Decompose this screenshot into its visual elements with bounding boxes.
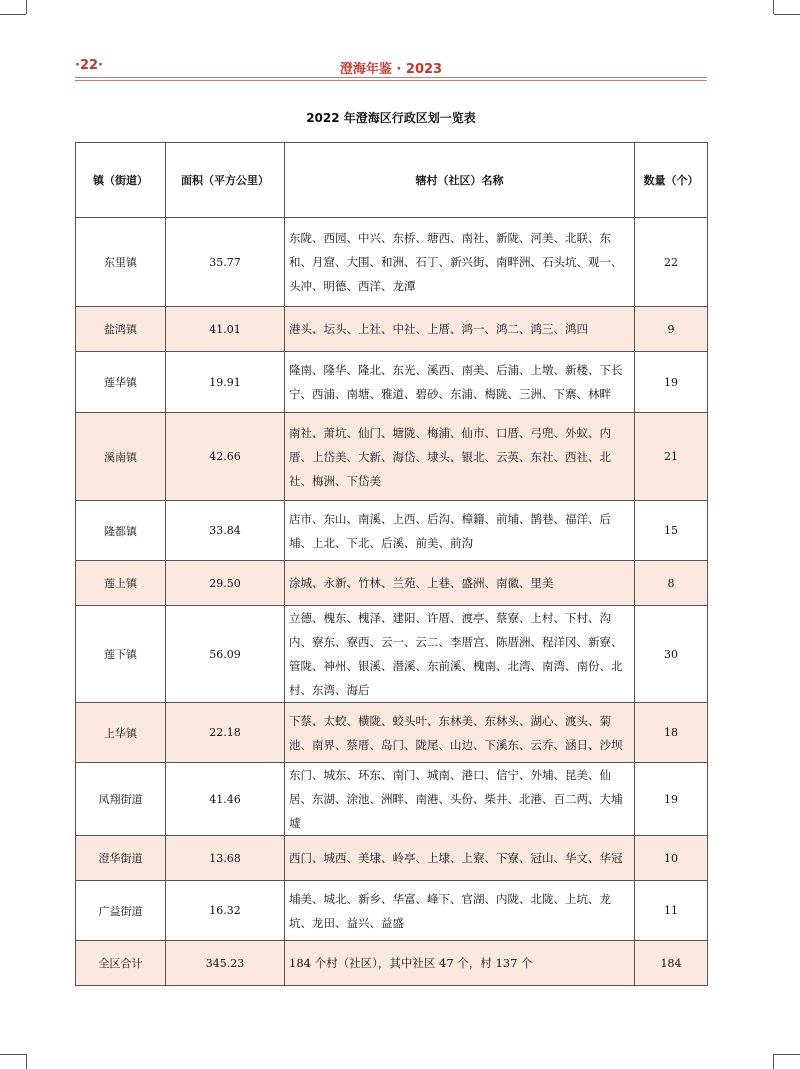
town-name: 莲下镇 xyxy=(76,606,166,703)
town-name: 东里镇 xyxy=(76,218,166,307)
area-value: 35.77 xyxy=(166,218,285,307)
column-header: 面积（平方公里） xyxy=(166,143,285,218)
running-title: 澄海年鉴 · 2023 xyxy=(339,62,443,77)
town-name: 盐鸿镇 xyxy=(76,307,166,352)
village-list: 立德、槐东、槐泽、建阳、许厝、渡亭、蔡寮、上村、下村、沟内、寮东、寮西、云一、云二、李厝宫、陈厝洲、程洋冈、新寮、管陇、神州、银溪、潜溪、东前溪、槐南、北湾、南湾、南份、北村、东湾、海后 xyxy=(285,606,635,703)
count-value: 10 xyxy=(635,836,708,881)
crop-mark xyxy=(774,1054,800,1055)
table-row xyxy=(76,352,708,413)
area-value: 22.18 xyxy=(166,703,285,763)
village-list: 东陇、西园、中兴、东桥、塘西、南社、新陇、河美、北联、东和、月窟、大围、和洲、石丁、新兴街、南畔洲、石头坑、观一、头冲、明德、西洋、龙潭 xyxy=(285,218,635,307)
page-header xyxy=(75,56,707,78)
area-value: 42.66 xyxy=(166,413,285,501)
count-value: 15 xyxy=(635,501,708,561)
table-row xyxy=(76,561,708,606)
village-list: 埔美、城北、新乡、华富、峰下、官湖、内陇、北陇、上坑、龙坑、龙田、益兴、益盛 xyxy=(285,881,635,941)
district-table xyxy=(75,142,708,986)
area-value: 19.91 xyxy=(166,352,285,413)
total-summary: 184 个村（社区），其中社区 47 个，村 137 个 xyxy=(285,941,635,986)
count-value: 30 xyxy=(635,606,708,703)
crop-mark xyxy=(26,0,27,14)
header-rule xyxy=(75,80,707,81)
column-header: 辖村（社区）名称 xyxy=(285,143,635,218)
crop-mark xyxy=(0,14,26,15)
village-list: 涂城、永新、竹林、兰苑、上巷、盛洲、南徽、里美 xyxy=(285,561,635,606)
column-header: 数量（个） xyxy=(635,143,708,218)
table-header-row xyxy=(76,143,708,218)
town-name: 溪南镇 xyxy=(76,413,166,501)
village-list: 港头、坛头、上社、中社、上厝、鸿一、鸿二、鸿三、鸿四 xyxy=(285,307,635,352)
total-area: 345.23 xyxy=(166,941,285,986)
table-row xyxy=(76,881,708,941)
crop-mark xyxy=(773,1054,774,1069)
area-value: 56.09 xyxy=(166,606,285,703)
count-value: 19 xyxy=(635,352,708,413)
area-value: 16.32 xyxy=(166,881,285,941)
table-row xyxy=(76,941,708,986)
total-count: 184 xyxy=(635,941,708,986)
town-name: 莲华镇 xyxy=(76,352,166,413)
column-header: 镇（街道） xyxy=(76,143,166,218)
village-list: 隆南、隆华、隆北、东光、溪西、南美、后浦、上墩、新楼、下长宁、西浦、南塘、雅道、碧砂、东浦、梅陇、三洲、下寨、林畔 xyxy=(285,352,635,413)
village-list: 东门、城东、环东、南门、城南、港口、信宁、外埔、昆美、仙居、东湖、涂池、洲畔、南港、头份、柴井、北港、百二两、大埔墟 xyxy=(285,763,635,836)
crop-mark xyxy=(774,14,800,15)
village-list: 南社、萧坑、仙门、塘陇、梅浦、仙市、口厝、弓兜、外蚁、内厝、上岱美、大新、海岱、埭头、银北、云英、东社、西社、北社、梅洲、下岱美 xyxy=(285,413,635,501)
table-row xyxy=(76,703,708,763)
table-row xyxy=(76,218,708,307)
village-list: 下蔡、太蛟、横陇、蛟头叶、东林美、东林头、湖心、渡头、菊池、南界、蔡厝、岛门、陇尾、山边、下溪东、云乔、涵日、沙坝 xyxy=(285,703,635,763)
table-row xyxy=(76,413,708,501)
area-value: 13.68 xyxy=(166,836,285,881)
count-value: 18 xyxy=(635,703,708,763)
table-row xyxy=(76,763,708,836)
town-name: 隆都镇 xyxy=(76,501,166,561)
table-title: 2022 年澄海区行政区划一览表 xyxy=(306,111,476,125)
town-name: 广益街道 xyxy=(76,881,166,941)
village-list: 店市、东山、南溪、上西、后沟、樟籍、前埔、鹊巷、福洋、后埔、上北、下北、后溪、前美、前沟 xyxy=(285,501,635,561)
table-row xyxy=(76,307,708,352)
header-rule xyxy=(75,77,707,78)
area-value: 41.46 xyxy=(166,763,285,836)
table-row xyxy=(76,836,708,881)
town-name: 上华镇 xyxy=(76,703,166,763)
village-list: 西门、城西、美埭、岭亭、上埭、上寮、下寮、冠山、华文、华冠 xyxy=(285,836,635,881)
page-number: ·22· xyxy=(75,58,103,73)
town-name: 凤翔街道 xyxy=(76,763,166,836)
count-value: 9 xyxy=(635,307,708,352)
area-value: 33.84 xyxy=(166,501,285,561)
town-name: 莲上镇 xyxy=(76,561,166,606)
count-value: 8 xyxy=(635,561,708,606)
table-row xyxy=(76,606,708,703)
count-value: 11 xyxy=(635,881,708,941)
area-value: 29.50 xyxy=(166,561,285,606)
total-label: 全区合计 xyxy=(76,941,166,986)
crop-mark xyxy=(0,1054,26,1055)
table-row xyxy=(76,501,708,561)
crop-mark xyxy=(773,0,774,14)
count-value: 19 xyxy=(635,763,708,836)
area-value: 41.01 xyxy=(166,307,285,352)
crop-mark xyxy=(26,1054,27,1069)
count-value: 22 xyxy=(635,218,708,307)
town-name: 澄华街道 xyxy=(76,836,166,881)
count-value: 21 xyxy=(635,413,708,501)
